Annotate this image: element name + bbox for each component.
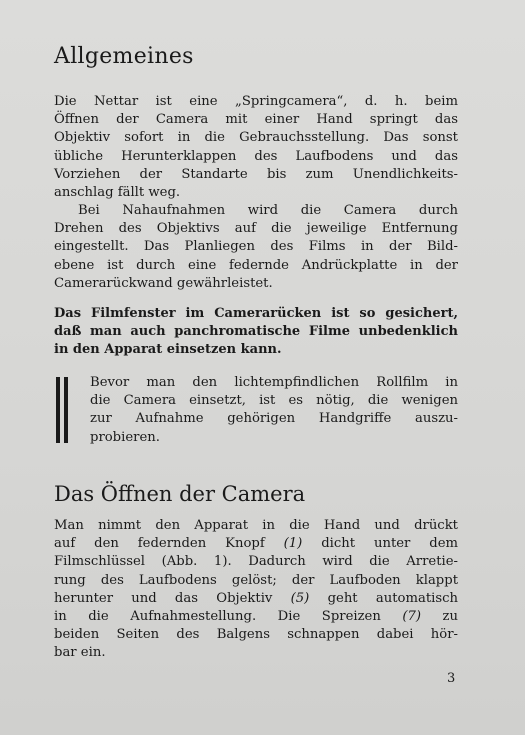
text-line: zur Aufnahme gehörigen Handgriffe auszu-	[90, 411, 458, 427]
paragraph-nahaufnahmen	[54, 202, 458, 293]
text-line: Man nimmt den Apparat in die Hand und drückt	[54, 518, 458, 533]
figure-ref: (1)	[283, 536, 303, 552]
text-line: eingestellt. Das Planliegen des Films in der Bild-	[54, 239, 458, 255]
text-line: in den Apparat einsetzen kann.	[54, 342, 282, 358]
page-number: 3	[447, 671, 456, 686]
text-line: Filmschlüssel (Abb. 1). Dadurch wird die Arretie-	[54, 554, 458, 570]
figure-ref: (7)	[402, 609, 422, 625]
text-line: in die Aufnahmestellung. Die Spreizen (7) zu	[54, 609, 458, 625]
section-title-oeffnen: Das Öffnen der Camera	[54, 482, 306, 506]
text-line: Das Filmfenster im Camerarücken ist so gesichert,	[54, 306, 458, 321]
text-line: beiden Seiten des Balgens schnappen dabei hör-	[54, 627, 458, 643]
text-line: Drehen des Objektivs auf die jeweilige Entfernung	[54, 221, 458, 237]
text-line: auf den federnden Knopf (1) dicht unter dem	[54, 536, 458, 552]
section-title-allgemeines: Allgemeines	[54, 44, 194, 69]
text-line: Vorziehen der Standarte bis zum Unendlichkeits-	[54, 166, 458, 182]
text-line: daß man auch panchromatische Filme unbedenklich	[54, 324, 458, 340]
double-bar-marker	[56, 377, 69, 443]
text-line: anschlag fällt weg.	[54, 185, 181, 201]
text-line: ebene ist durch eine federnde Andrückplatte in der	[54, 257, 458, 273]
marked-note-rollfilm	[90, 374, 458, 447]
text-line: herunter und das Objektiv (5) geht automatisch	[54, 590, 458, 606]
figure-ref: (5)	[290, 590, 310, 606]
bold-note-filmfenster	[54, 305, 458, 360]
paragraph-oeffnen	[54, 517, 458, 663]
paragraph-intro	[54, 93, 458, 202]
text-line: Bei Nahaufnahmen wird die Camera durch	[78, 203, 458, 218]
text-line: Bevor man den lichtempfindlichen Rollfilm in	[90, 375, 458, 390]
text-line: Die Nettar ist eine „Springcamera“, d. h. beim	[54, 94, 458, 109]
text-line: übliche Herunterklappen des Laufbodens und das	[54, 148, 458, 164]
text-line: Objektiv sofort in die Gebrauchsstellung. Das sonst	[54, 130, 458, 146]
text-line: Camerarückwand gewährleistet.	[54, 275, 273, 291]
text-line: rung des Laufbodens gelöst; der Laufboden klappt	[54, 572, 458, 588]
text-line: die Camera einsetzt, ist es nötig, die wenigen	[90, 393, 458, 409]
text-line: Öffnen der Camera mit einer Hand springt das	[54, 112, 458, 128]
text-line: bar ein.	[54, 645, 106, 661]
text-line: probieren.	[90, 429, 160, 445]
